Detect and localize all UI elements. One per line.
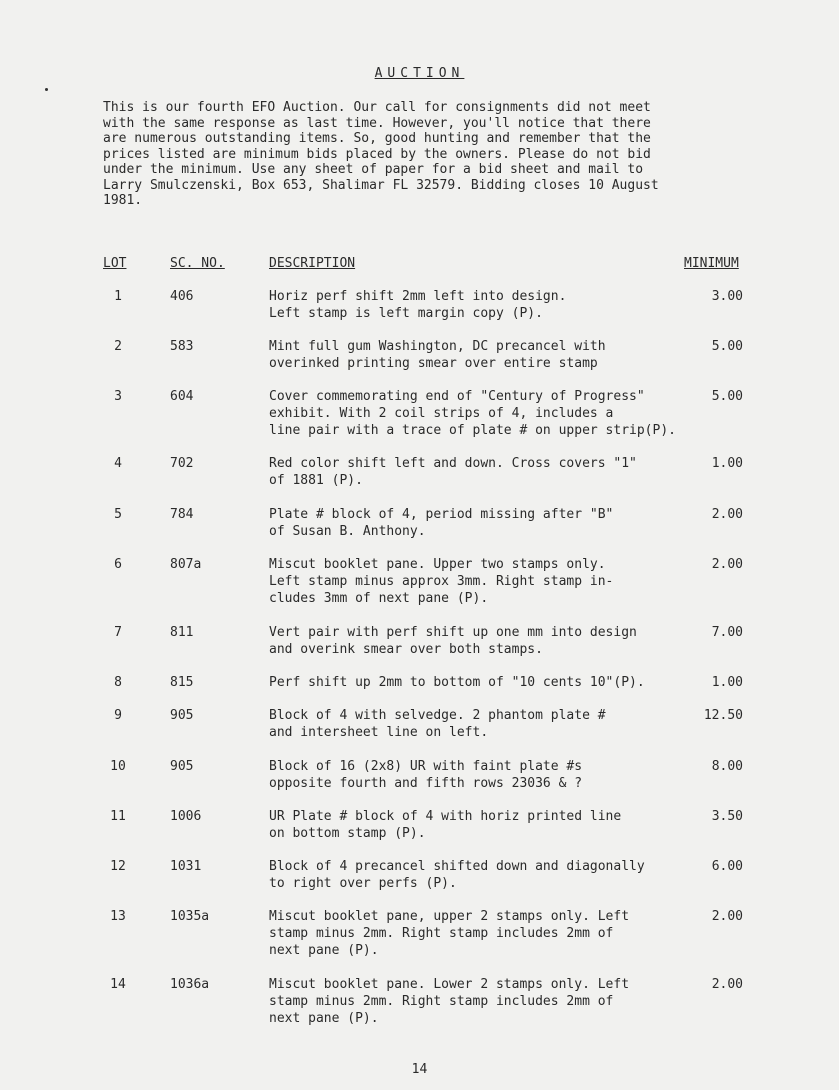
lot-description: UR Plate # block of 4 with horiz printed line on bottom stamp (P). (269, 809, 622, 841)
lot-number: 12 (110, 859, 126, 874)
minimum-bid: 2.00 (711, 977, 743, 992)
lot-description: Mint full gum Washington, DC precancel with overinked printing smear over entire stamp (269, 339, 606, 371)
lot-description: Horiz perf shift 2mm left into design. Left stamp is left margin copy (P). (269, 289, 567, 321)
minimum-bid: 1.00 (711, 675, 743, 690)
lot-description: Plate # block of 4, period missing after "B" of Susan B. Anthony. (269, 507, 614, 539)
scott-number: 583 (170, 339, 194, 354)
lot-number: 5 (114, 507, 122, 522)
lot-number: 14 (110, 977, 126, 992)
page-number: 14 (411, 1062, 428, 1077)
scott-number: 406 (170, 289, 194, 304)
header-description: DESCRIPTION (269, 256, 356, 271)
minimum-bid: 5.00 (711, 389, 743, 404)
scott-number: 905 (170, 708, 194, 723)
lot-description: Block of 4 with selvedge. 2 phantom plate # and intersheet line on left. (269, 708, 606, 740)
scott-number: 1036a (170, 977, 210, 992)
lot-number: 2 (114, 339, 122, 354)
minimum-bid: 5.00 (711, 339, 743, 354)
lot-description: Block of 16 (2x8) UR with faint plate #s opposite fourth and fifth rows 23036 & ? (269, 759, 583, 791)
lot-description: Block of 4 precancel shifted down and diagonally to right over perfs (P). (269, 859, 645, 891)
lot-number: 7 (114, 625, 122, 640)
lot-number: 4 (114, 456, 122, 471)
scott-number: 811 (170, 625, 194, 640)
scott-number: 702 (170, 456, 194, 471)
lot-number: 10 (110, 759, 126, 774)
minimum-bid: 1.00 (711, 456, 743, 471)
scott-number: 1035a (170, 909, 210, 924)
lot-number: 8 (114, 675, 122, 690)
minimum-bid: 2.00 (711, 557, 743, 572)
lot-description: Red color shift left and down. Cross covers "1" of 1881 (P). (269, 456, 637, 488)
lot-description: Miscut booklet pane, upper 2 stamps only. Left stamp minus 2mm. Right stamp includes 2mm of next pane (P). (269, 909, 630, 958)
minimum-bid: 3.00 (711, 289, 743, 304)
header-sc-no: SC. NO. (170, 256, 225, 271)
minimum-bid: 7.00 (711, 625, 743, 640)
scott-number: 815 (170, 675, 194, 690)
header-lot: LOT (103, 256, 127, 271)
lot-number: 9 (114, 708, 122, 723)
lot-number: 13 (110, 909, 126, 924)
header-minimum: MINIMUM (684, 256, 739, 271)
lot-number: 11 (110, 809, 126, 824)
lot-number: 1 (114, 289, 122, 304)
page-title: AUCTION (374, 66, 465, 81)
lot-description: Miscut booklet pane. Lower 2 stamps only. Left stamp minus 2mm. Right stamp includes 2mm of next pane (P). (269, 977, 630, 1026)
scott-number: 604 (170, 389, 194, 404)
lot-number: 6 (114, 557, 122, 572)
lot-number: 3 (114, 389, 122, 404)
paper-speck (45, 88, 48, 91)
minimum-bid: 2.00 (711, 909, 743, 924)
minimum-bid: 6.00 (711, 859, 743, 874)
scott-number: 807a (170, 557, 202, 572)
scott-number: 1006 (170, 809, 202, 824)
lot-description: Perf shift up 2mm to bottom of "10 cents 10"(P). (269, 675, 645, 690)
scott-number: 905 (170, 759, 194, 774)
intro-paragraph: This is our fourth EFO Auction. Our call for consignments did not meet with the same response as last time. However, you'll notice that there are numerous outstanding items. So, good hunting and remember that the prices listed are minimum bids placed by the owners. Please do not bid under the minimum. Use any sheet of paper for a bid sheet and mail to Larry Smulczenski, Box 653, Shalimar FL 32579. Bidding closes 10 August 1981. (103, 100, 659, 208)
minimum-bid: 2.00 (711, 507, 743, 522)
lot-description: Vert pair with perf shift up one mm into design and overink smear over both stamps. (269, 625, 637, 657)
lot-description: Cover commemorating end of "Century of Progress" exhibit. With 2 coil strips of 4, includes a line pair with a trace of plate # on upper strip(P). (269, 389, 676, 438)
minimum-bid: 8.00 (711, 759, 743, 774)
lot-description: Miscut booklet pane. Upper two stamps only. Left stamp minus approx 3mm. Right stamp in- cludes 3mm of next pane (P). (269, 557, 614, 606)
minimum-bid: 12.50 (703, 708, 743, 723)
minimum-bid: 3.50 (711, 809, 743, 824)
scott-number: 784 (170, 507, 194, 522)
scott-number: 1031 (170, 859, 202, 874)
